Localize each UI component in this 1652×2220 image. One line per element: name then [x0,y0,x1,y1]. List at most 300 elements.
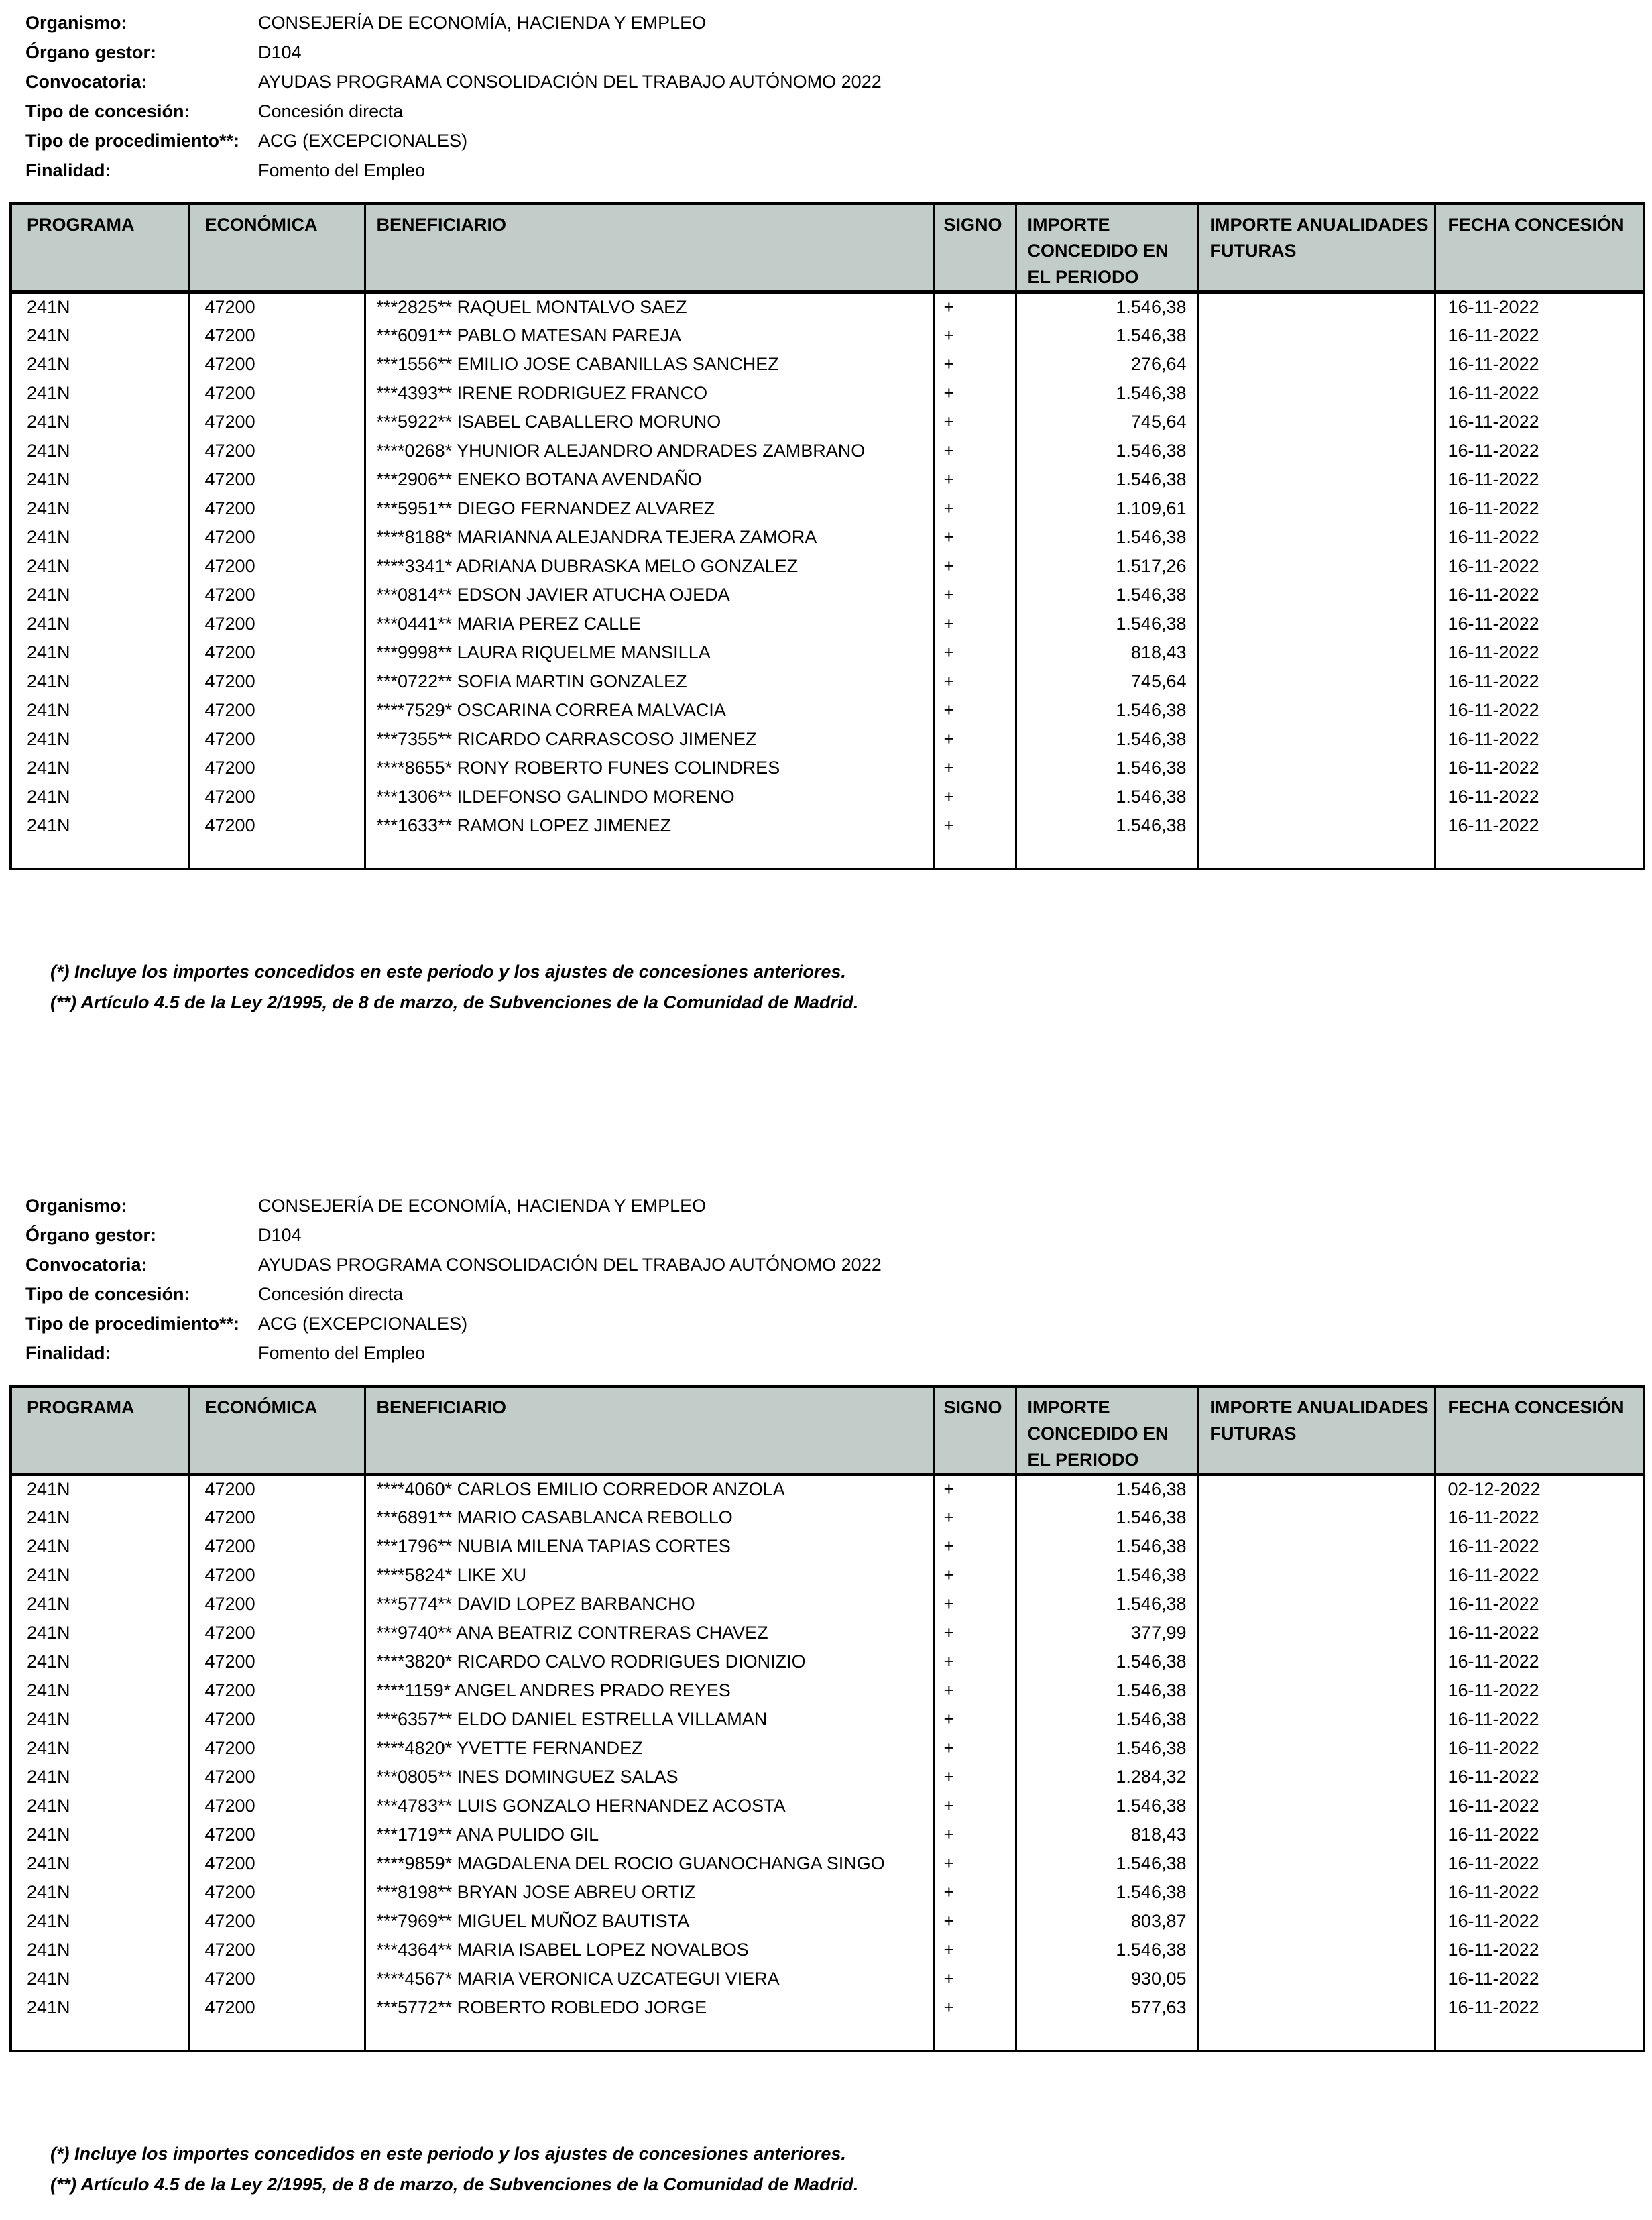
cell-importe-anualidades [1198,436,1435,465]
cell-signo: + [933,725,1016,754]
table-row [11,1820,1644,1849]
cell-programa: 241N [11,609,189,638]
cell-signo: + [933,292,1016,321]
cell-programa: 241N [11,321,189,350]
cell-fecha-concesion: 16-11-2022 [1435,1792,1644,1820]
table-row [11,1619,1644,1647]
table-bottom-spacer [11,2022,1644,2051]
cell-signo: + [933,1705,1016,1734]
cell-beneficiario: ***5774** DAVID LOPEZ BARBANCHO [365,1590,933,1619]
footnote-double-asterisk: (**) Artículo 4.5 de la Ley 2/1995, de 8 de marzo, de Subvenciones de la Comunidad de Madrid. [50,2174,859,2195]
cell-signo: + [933,638,1016,667]
cell-importe-periodo: 1.546,38 [1016,436,1198,465]
cell-programa: 241N [11,1705,189,1734]
info-label: Tipo de procedimiento**: [25,1313,240,1334]
cell-fecha-concesion: 16-11-2022 [1435,321,1644,350]
table-row [11,1474,1644,1503]
cell-programa: 241N [11,1590,189,1619]
cell-importe-anualidades [1198,1849,1435,1878]
cell-programa: 241N [11,1792,189,1820]
cell-economica: 47200 [189,436,365,465]
cell-beneficiario: ****3820* RICARDO CALVO RODRIGUES DIONIZIO [365,1647,933,1676]
cell-beneficiario: ***5922** ISABEL CABALLERO MORUNO [365,408,933,436]
column-header-importe-periodo: IMPORTE CONCEDIDO EN EL PERIODO [1016,204,1198,292]
cell-signo: + [933,1965,1016,1993]
table-row [11,436,1644,465]
cell-fecha-concesion: 16-11-2022 [1435,408,1644,436]
cell-importe-anualidades [1198,1792,1435,1820]
cell-economica: 47200 [189,1878,365,1907]
cell-fecha-concesion: 16-11-2022 [1435,1878,1644,1907]
info-value: CONSEJERÍA DE ECONOMÍA, HACIENDA Y EMPLEO [258,13,707,33]
cell-signo: + [933,1820,1016,1849]
cell-fecha-concesion: 16-11-2022 [1435,1619,1644,1647]
cell-importe-periodo: 1.109,61 [1016,494,1198,523]
cell-fecha-concesion: 16-11-2022 [1435,1705,1644,1734]
cell-fecha-concesion: 02-12-2022 [1435,1474,1644,1503]
cell-importe-anualidades [1198,667,1435,696]
cell-importe-periodo: 1.284,32 [1016,1763,1198,1792]
cell-importe-anualidades [1198,811,1435,840]
cell-programa: 241N [11,1676,189,1705]
cell-fecha-concesion: 16-11-2022 [1435,782,1644,811]
cell-importe-periodo: 745,64 [1016,408,1198,436]
cell-beneficiario: ***2906** ENEKO BOTANA AVENDAÑO [365,465,933,494]
grants-table [9,202,1645,870]
table-row [11,321,1644,350]
cell-programa: 241N [11,350,189,379]
cell-beneficiario: ***6891** MARIO CASABLANCA REBOLLO [365,1503,933,1532]
cell-fecha-concesion: 16-11-2022 [1435,696,1644,725]
table-row [11,1561,1644,1590]
cell-beneficiario: ***5951** DIEGO FERNANDEZ ALVAREZ [365,494,933,523]
footnotes-block [50,2138,1643,2200]
table-row [11,292,1644,321]
grant-listing-section-1 [9,8,1643,1018]
info-value: Concesión directa [258,1283,404,1304]
cell-economica: 47200 [189,1763,365,1792]
cell-economica: 47200 [189,494,365,523]
cell-economica: 47200 [189,379,365,408]
cell-fecha-concesion: 16-11-2022 [1435,725,1644,754]
cell-programa: 241N [11,1503,189,1532]
cell-programa: 241N [11,581,189,609]
cell-signo: + [933,1763,1016,1792]
cell-signo: + [933,1474,1016,1503]
column-header-programa: PROGRAMA [11,204,189,292]
table-row [11,638,1644,667]
cell-programa: 241N [11,408,189,436]
column-header-beneficiario: BENEFICIARIO [365,204,933,292]
cell-importe-periodo: 377,99 [1016,1619,1198,1647]
column-header-programa: PROGRAMA [11,1387,189,1475]
cell-signo: + [933,321,1016,350]
column-header-beneficiario: BENEFICIARIO [365,1387,933,1475]
cell-importe-periodo: 1.546,38 [1016,1647,1198,1676]
cell-fecha-concesion: 16-11-2022 [1435,494,1644,523]
table-row [11,1705,1644,1734]
cell-economica: 47200 [189,581,365,609]
cell-importe-anualidades [1198,1532,1435,1561]
cell-beneficiario: ***1633** RAMON LOPEZ JIMENEZ [365,811,933,840]
table-row [11,1503,1644,1532]
footnotes-block [50,956,1643,1018]
cell-programa: 241N [11,1965,189,1993]
cell-fecha-concesion: 16-11-2022 [1435,1676,1644,1705]
table-row [11,754,1644,782]
cell-signo: + [933,465,1016,494]
column-header-economica: ECONÓMICA [189,204,365,292]
table-row [11,725,1644,754]
cell-programa: 241N [11,1820,189,1849]
cell-programa: 241N [11,667,189,696]
cell-programa: 241N [11,782,189,811]
cell-importe-periodo: 1.546,38 [1016,782,1198,811]
cell-signo: + [933,1792,1016,1820]
cell-importe-anualidades [1198,1820,1435,1849]
cell-importe-anualidades [1198,1763,1435,1792]
info-value: D104 [258,1224,302,1245]
info-line [25,126,1643,156]
cell-economica: 47200 [189,321,365,350]
cell-beneficiario: ****9859* MAGDALENA DEL ROCIO GUANOCHANGA SINGO [365,1849,933,1878]
cell-economica: 47200 [189,1849,365,1878]
cell-programa: 241N [11,1993,189,2022]
cell-importe-periodo: 1.546,38 [1016,1792,1198,1820]
cell-economica: 47200 [189,1532,365,1561]
cell-economica: 47200 [189,667,365,696]
cell-beneficiario: ***4364** MARIA ISABEL LOPEZ NOVALBOS [365,1936,933,1965]
cell-programa: 241N [11,552,189,581]
info-label: Órgano gestor: [25,42,157,62]
cell-importe-anualidades [1198,465,1435,494]
cell-programa: 241N [11,1849,189,1878]
cell-importe-periodo: 1.546,38 [1016,1503,1198,1532]
cell-beneficiario: ****7529* OSCARINA CORREA MALVACIA [365,696,933,725]
cell-fecha-concesion: 16-11-2022 [1435,754,1644,782]
cell-fecha-concesion: 16-11-2022 [1435,292,1644,321]
cell-beneficiario: ***8198** BRYAN JOSE ABREU ORTIZ [365,1878,933,1907]
cell-economica: 47200 [189,1676,365,1705]
column-header-signo: SIGNO [933,1387,1016,1475]
table-row [11,581,1644,609]
cell-economica: 47200 [189,1647,365,1676]
cell-signo: + [933,1936,1016,1965]
table-row [11,609,1644,638]
table-row [11,1532,1644,1561]
grants-table-header [11,1387,1644,1475]
cell-importe-periodo: 1.546,38 [1016,1936,1198,1965]
cell-importe-anualidades [1198,1907,1435,1936]
grants-table-body [11,1474,1644,2022]
cell-importe-anualidades [1198,1474,1435,1503]
cell-signo: + [933,667,1016,696]
info-label: Finalidad: [25,1342,111,1363]
cell-signo: + [933,1590,1016,1619]
table-row [11,1907,1644,1936]
column-header-signo: SIGNO [933,204,1016,292]
cell-economica: 47200 [189,292,365,321]
cell-beneficiario: ****5824* LIKE XU [365,1561,933,1590]
cell-economica: 47200 [189,1705,365,1734]
info-line [25,38,1643,67]
cell-economica: 47200 [189,523,365,552]
cell-beneficiario: ***4393** IRENE RODRIGUEZ FRANCO [365,379,933,408]
info-value: CONSEJERÍA DE ECONOMÍA, HACIENDA Y EMPLEO [258,1195,707,1216]
cell-economica: 47200 [189,1965,365,1993]
cell-importe-anualidades [1198,1503,1435,1532]
table-row [11,1763,1644,1792]
cell-importe-periodo: 1.546,38 [1016,1532,1198,1561]
cell-economica: 47200 [189,782,365,811]
cell-importe-anualidades [1198,725,1435,754]
cell-importe-periodo: 276,64 [1016,350,1198,379]
info-label: Tipo de concesión: [25,101,190,121]
cell-economica: 47200 [189,1993,365,2022]
table-row [11,1965,1644,1993]
cell-beneficiario: ***9740** ANA BEATRIZ CONTRERAS CHAVEZ [365,1619,933,1647]
info-label: Tipo de procedimiento**: [25,131,240,151]
cell-importe-periodo: 1.546,38 [1016,725,1198,754]
cell-fecha-concesion: 16-11-2022 [1435,667,1644,696]
cell-economica: 47200 [189,1590,365,1619]
cell-beneficiario: ****4567* MARIA VERONICA UZCATEGUI VIERA [365,1965,933,1993]
column-header-importe-periodo: IMPORTE CONCEDIDO EN EL PERIODO [1016,1387,1198,1475]
info-line [25,8,1643,38]
column-header-importe-anualidades: IMPORTE ANUALIDADES FUTURAS [1198,1387,1435,1475]
cell-signo: + [933,782,1016,811]
table-row [11,696,1644,725]
column-header-fecha-concesion: FECHA CONCESIÓN [1435,1387,1644,1475]
cell-beneficiario: ***1796** NUBIA MILENA TAPIAS CORTES [365,1532,933,1561]
info-label: Convocatoria: [25,72,148,92]
cell-beneficiario: ***7355** RICARDO CARRASCOSO JIMENEZ [365,725,933,754]
cell-fecha-concesion: 16-11-2022 [1435,436,1644,465]
cell-beneficiario: ***1556** EMILIO JOSE CABANILLAS SANCHEZ [365,350,933,379]
cell-programa: 241N [11,811,189,840]
cell-importe-periodo: 1.546,38 [1016,754,1198,782]
cell-importe-anualidades [1198,494,1435,523]
cell-programa: 241N [11,523,189,552]
cell-signo: + [933,1734,1016,1763]
info-value: D104 [258,42,302,62]
cell-importe-periodo: 1.546,38 [1016,811,1198,840]
cell-importe-anualidades [1198,1878,1435,1907]
cell-programa: 241N [11,292,189,321]
cell-importe-anualidades [1198,1676,1435,1705]
cell-economica: 47200 [189,1474,365,1503]
cell-importe-anualidades [1198,1965,1435,1993]
cell-beneficiario: ***1719** ANA PULIDO GIL [365,1820,933,1849]
cell-importe-periodo: 930,05 [1016,1965,1198,1993]
cell-programa: 241N [11,1936,189,1965]
cell-importe-anualidades [1198,523,1435,552]
table-row [11,1676,1644,1705]
cell-programa: 241N [11,1532,189,1561]
cell-fecha-concesion: 16-11-2022 [1435,1561,1644,1590]
cell-importe-periodo: 1.546,38 [1016,379,1198,408]
cell-fecha-concesion: 16-11-2022 [1435,1647,1644,1676]
cell-beneficiario: ****8655* RONY ROBERTO FUNES COLINDRES [365,754,933,782]
cell-importe-anualidades [1198,350,1435,379]
footnote-asterisk: (*) Incluye los importes concedidos en este periodo y los ajustes de concesiones anteriores. [50,2144,846,2164]
info-label: Órgano gestor: [25,1224,157,1245]
cell-signo: + [933,696,1016,725]
table-row [11,1849,1644,1878]
table-row [11,811,1644,840]
grants-table-header [11,204,1644,292]
info-line [25,156,1643,185]
column-header-fecha-concesion: FECHA CONCESIÓN [1435,204,1644,292]
cell-fecha-concesion: 16-11-2022 [1435,523,1644,552]
cell-programa: 241N [11,1474,189,1503]
cell-beneficiario: ***9998** LAURA RIQUELME MANSILLA [365,638,933,667]
cell-programa: 241N [11,494,189,523]
cell-signo: + [933,379,1016,408]
cell-beneficiario: ****1159* ANGEL ANDRES PRADO REYES [365,1676,933,1705]
footnote-double-asterisk: (**) Artículo 4.5 de la Ley 2/1995, de 8 de marzo, de Subvenciones de la Comunidad de Madrid. [50,992,859,1012]
cell-fecha-concesion: 16-11-2022 [1435,811,1644,840]
cell-programa: 241N [11,1647,189,1676]
table-row [11,1936,1644,1965]
cell-economica: 47200 [189,1907,365,1936]
cell-fecha-concesion: 16-11-2022 [1435,1590,1644,1619]
cell-importe-periodo: 745,64 [1016,667,1198,696]
info-line [25,1279,1643,1309]
cell-programa: 241N [11,1619,189,1647]
table-row [11,379,1644,408]
cell-economica: 47200 [189,725,365,754]
cell-economica: 47200 [189,350,365,379]
cell-beneficiario: ***2825** RAQUEL MONTALVO SAEZ [365,292,933,321]
cell-importe-anualidades [1198,1561,1435,1590]
cell-importe-anualidades [1198,1936,1435,1965]
cell-importe-anualidades [1198,408,1435,436]
cell-signo: + [933,754,1016,782]
cell-fecha-concesion: 16-11-2022 [1435,581,1644,609]
cell-beneficiario: ***0814** EDSON JAVIER ATUCHA OJEDA [365,581,933,609]
cell-signo: + [933,1532,1016,1561]
cell-economica: 47200 [189,465,365,494]
cell-importe-anualidades [1198,638,1435,667]
table-row [11,523,1644,552]
cell-fecha-concesion: 16-11-2022 [1435,1503,1644,1532]
cell-importe-anualidades [1198,581,1435,609]
info-block [25,8,1643,185]
cell-beneficiario: ***0805** INES DOMINGUEZ SALAS [365,1763,933,1792]
cell-signo: + [933,552,1016,581]
grants-table-body [11,292,1644,840]
cell-importe-periodo: 1.546,38 [1016,581,1198,609]
cell-beneficiario: ***4783** LUIS GONZALO HERNANDEZ ACOSTA [365,1792,933,1820]
cell-importe-periodo: 1.546,38 [1016,321,1198,350]
cell-signo: + [933,1676,1016,1705]
cell-signo: + [933,1878,1016,1907]
cell-importe-periodo: 577,63 [1016,1993,1198,2022]
cell-economica: 47200 [189,696,365,725]
cell-fecha-concesion: 16-11-2022 [1435,379,1644,408]
cell-fecha-concesion: 16-11-2022 [1435,1820,1644,1849]
cell-beneficiario: ***5772** ROBERTO ROBLEDO JORGE [365,1993,933,2022]
info-value: ACG (EXCEPCIONALES) [258,131,468,151]
cell-programa: 241N [11,696,189,725]
cell-importe-periodo: 1.546,38 [1016,1474,1198,1503]
info-value: ACG (EXCEPCIONALES) [258,1313,468,1334]
table-row [11,1792,1644,1820]
cell-importe-periodo: 1.546,38 [1016,1705,1198,1734]
cell-importe-anualidades [1198,754,1435,782]
cell-importe-periodo: 818,43 [1016,638,1198,667]
cell-economica: 47200 [189,1936,365,1965]
cell-programa: 241N [11,725,189,754]
cell-fecha-concesion: 16-11-2022 [1435,1734,1644,1763]
cell-importe-periodo: 1.546,38 [1016,1676,1198,1705]
cell-importe-anualidades [1198,1705,1435,1734]
cell-economica: 47200 [189,1561,365,1590]
info-line [25,1220,1643,1250]
cell-importe-anualidades [1198,1590,1435,1619]
cell-importe-anualidades [1198,1619,1435,1647]
cell-programa: 241N [11,1763,189,1792]
cell-importe-anualidades [1198,782,1435,811]
column-header-importe-anualidades: IMPORTE ANUALIDADES FUTURAS [1198,204,1435,292]
cell-fecha-concesion: 16-11-2022 [1435,465,1644,494]
table-row [11,350,1644,379]
cell-programa: 241N [11,1878,189,1907]
info-value: Fomento del Empleo [258,1342,426,1363]
info-label: Convocatoria: [25,1254,148,1275]
table-row [11,667,1644,696]
cell-signo: + [933,581,1016,609]
cell-economica: 47200 [189,1734,365,1763]
cell-fecha-concesion: 16-11-2022 [1435,1965,1644,1993]
cell-fecha-concesion: 16-11-2022 [1435,350,1644,379]
cell-importe-anualidades [1198,1647,1435,1676]
cell-fecha-concesion: 16-11-2022 [1435,1532,1644,1561]
cell-importe-periodo: 1.546,38 [1016,696,1198,725]
cell-importe-periodo: 1.546,38 [1016,292,1198,321]
cell-importe-anualidades [1198,1734,1435,1763]
info-block [25,1191,1643,1368]
cell-importe-periodo: 818,43 [1016,1820,1198,1849]
cell-importe-periodo: 1.546,38 [1016,1878,1198,1907]
cell-economica: 47200 [189,811,365,840]
cell-economica: 47200 [189,1503,365,1532]
cell-beneficiario: ***0722** SOFIA MARTIN GONZALEZ [365,667,933,696]
footnote-asterisk: (*) Incluye los importes concedidos en este periodo y los ajustes de concesiones anteriores. [50,961,846,982]
cell-importe-periodo: 1.546,38 [1016,609,1198,638]
grant-listing-section-2 [9,1191,1643,2201]
cell-signo: + [933,1993,1016,2022]
info-value: Concesión directa [258,101,404,121]
cell-importe-periodo: 803,87 [1016,1907,1198,1936]
table-row [11,408,1644,436]
cell-beneficiario: ****4820* YVETTE FERNANDEZ [365,1734,933,1763]
cell-fecha-concesion: 16-11-2022 [1435,638,1644,667]
cell-programa: 241N [11,1561,189,1590]
table-row [11,1590,1644,1619]
info-label: Organismo: [25,1195,127,1216]
cell-fecha-concesion: 16-11-2022 [1435,1763,1644,1792]
cell-signo: + [933,1619,1016,1647]
cell-signo: + [933,1503,1016,1532]
cell-signo: + [933,811,1016,840]
cell-programa: 241N [11,465,189,494]
cell-economica: 47200 [189,1792,365,1820]
cell-importe-anualidades [1198,696,1435,725]
cell-economica: 47200 [189,1619,365,1647]
table-row [11,1647,1644,1676]
